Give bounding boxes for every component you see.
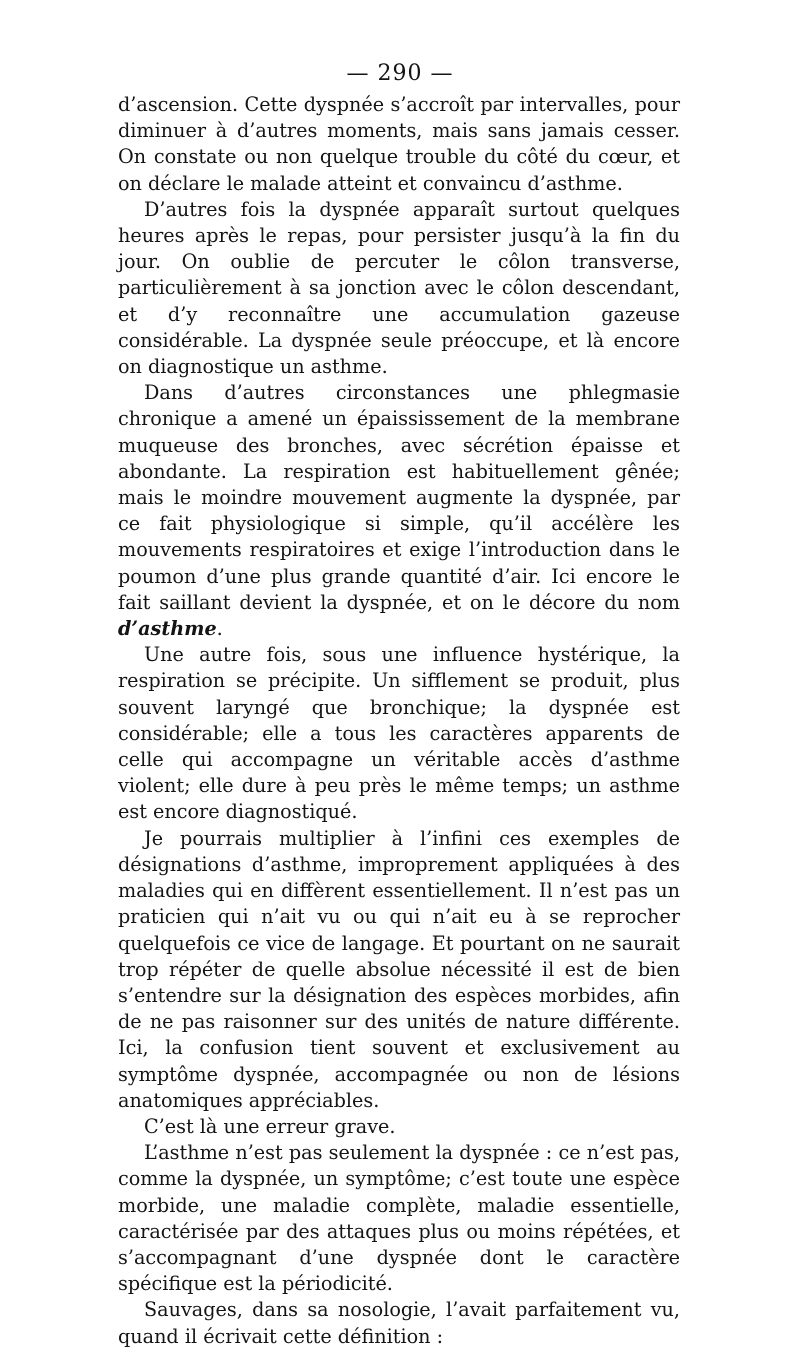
paragraph: Je pourrais multiplier à l’infini ces exemples de désignations d’asthme, improprement appliquées à des maladies qui en diffèrent essentiellement. Il n’est pas un praticien qui n’ait vu ou qui n’ait eu à se reprocher quelquefois ce vice de langage. Et pourtant on ne saurait trop répéter de quelle absolue nécessité il est de bien s’entendre sur la désignation des espèces morbides, afin de ne pas raisonner sur des unités de nature différente. Ici, la confusion tient souvent et exclusivement au symptôme dyspnée, accompagnée ou non de lésions anatomiques appréciables. <box>118 826 680 1112</box>
paragraph-tail: . <box>216 617 223 641</box>
paragraph-text: Dans d’autres circonstances une phlegmasie chronique a amené un épaississement de la membrane muqueuse des bronches, avec sécrétion épaisse et abondante. La respiration est habituellement gênée; mais le moindre mouvement augmente la dyspnée, par ce fait physiologique si simple, qu’il accélère les mouvements respiratoires et exige l’introduction dans le poumon d’une plus grande quantité d’air. Ici encore le fait saillant devient la dyspnée, et on le décore du nom <box>118 381 680 614</box>
paragraph: d’ascension. Cette dyspnée s’accroît par intervalles, pour diminuer à d’autres moments, mais sans jamais cesser. On constate ou non quelque trouble du côté du cœur, et on déclare le malade atteint et convaincu d’asthme. <box>118 93 680 195</box>
body-text <box>118 92 680 1350</box>
paragraph: Sauvages, dans sa nosologie, l’avait parfaitement vu, quand il écrivait cette définition : <box>118 1298 680 1348</box>
paragraph <box>118 380 680 642</box>
page-number: — 290 — <box>346 61 454 86</box>
paragraph: D’autres fois la dyspnée apparaît surtout quelques heures après le repas, pour persister jusqu’à la fin du jour. On oublie de percuter le côlon transverse, particulièrement à sa jonction avec le côlon descendant, et d’y reconnaître une accumulation gazeuse considérable. La dyspnée seule préoccupe, et là encore on diagnostique un asthme. <box>118 197 680 379</box>
paragraph: C’est là une erreur grave. <box>144 1114 396 1138</box>
emphasized-term: d’asthme <box>118 617 217 641</box>
paragraph: L’asthme n’est pas seulement la dyspnée : ce n’est pas, comme la dyspnée, un symptôme; c’est toute une espèce morbide, une maladie complète, maladie essentielle, caractérisée par des attaques plus ou moins répétées, et s’accompagnant d’une dyspnée dont le caractère spécifique est la périodicité. <box>118 1141 680 1296</box>
paragraph: Une autre fois, sous une influence hystérique, la respiration se précipite. Un sifflement se produit, plus souvent laryngé que bronchique; la dyspnée est considérable; elle a tous les caractères apparents de celle qui accompagne un véritable accès d’asthme violent; elle dure à peu près le même temps; un asthme est encore diagnostiqué. <box>118 643 680 824</box>
